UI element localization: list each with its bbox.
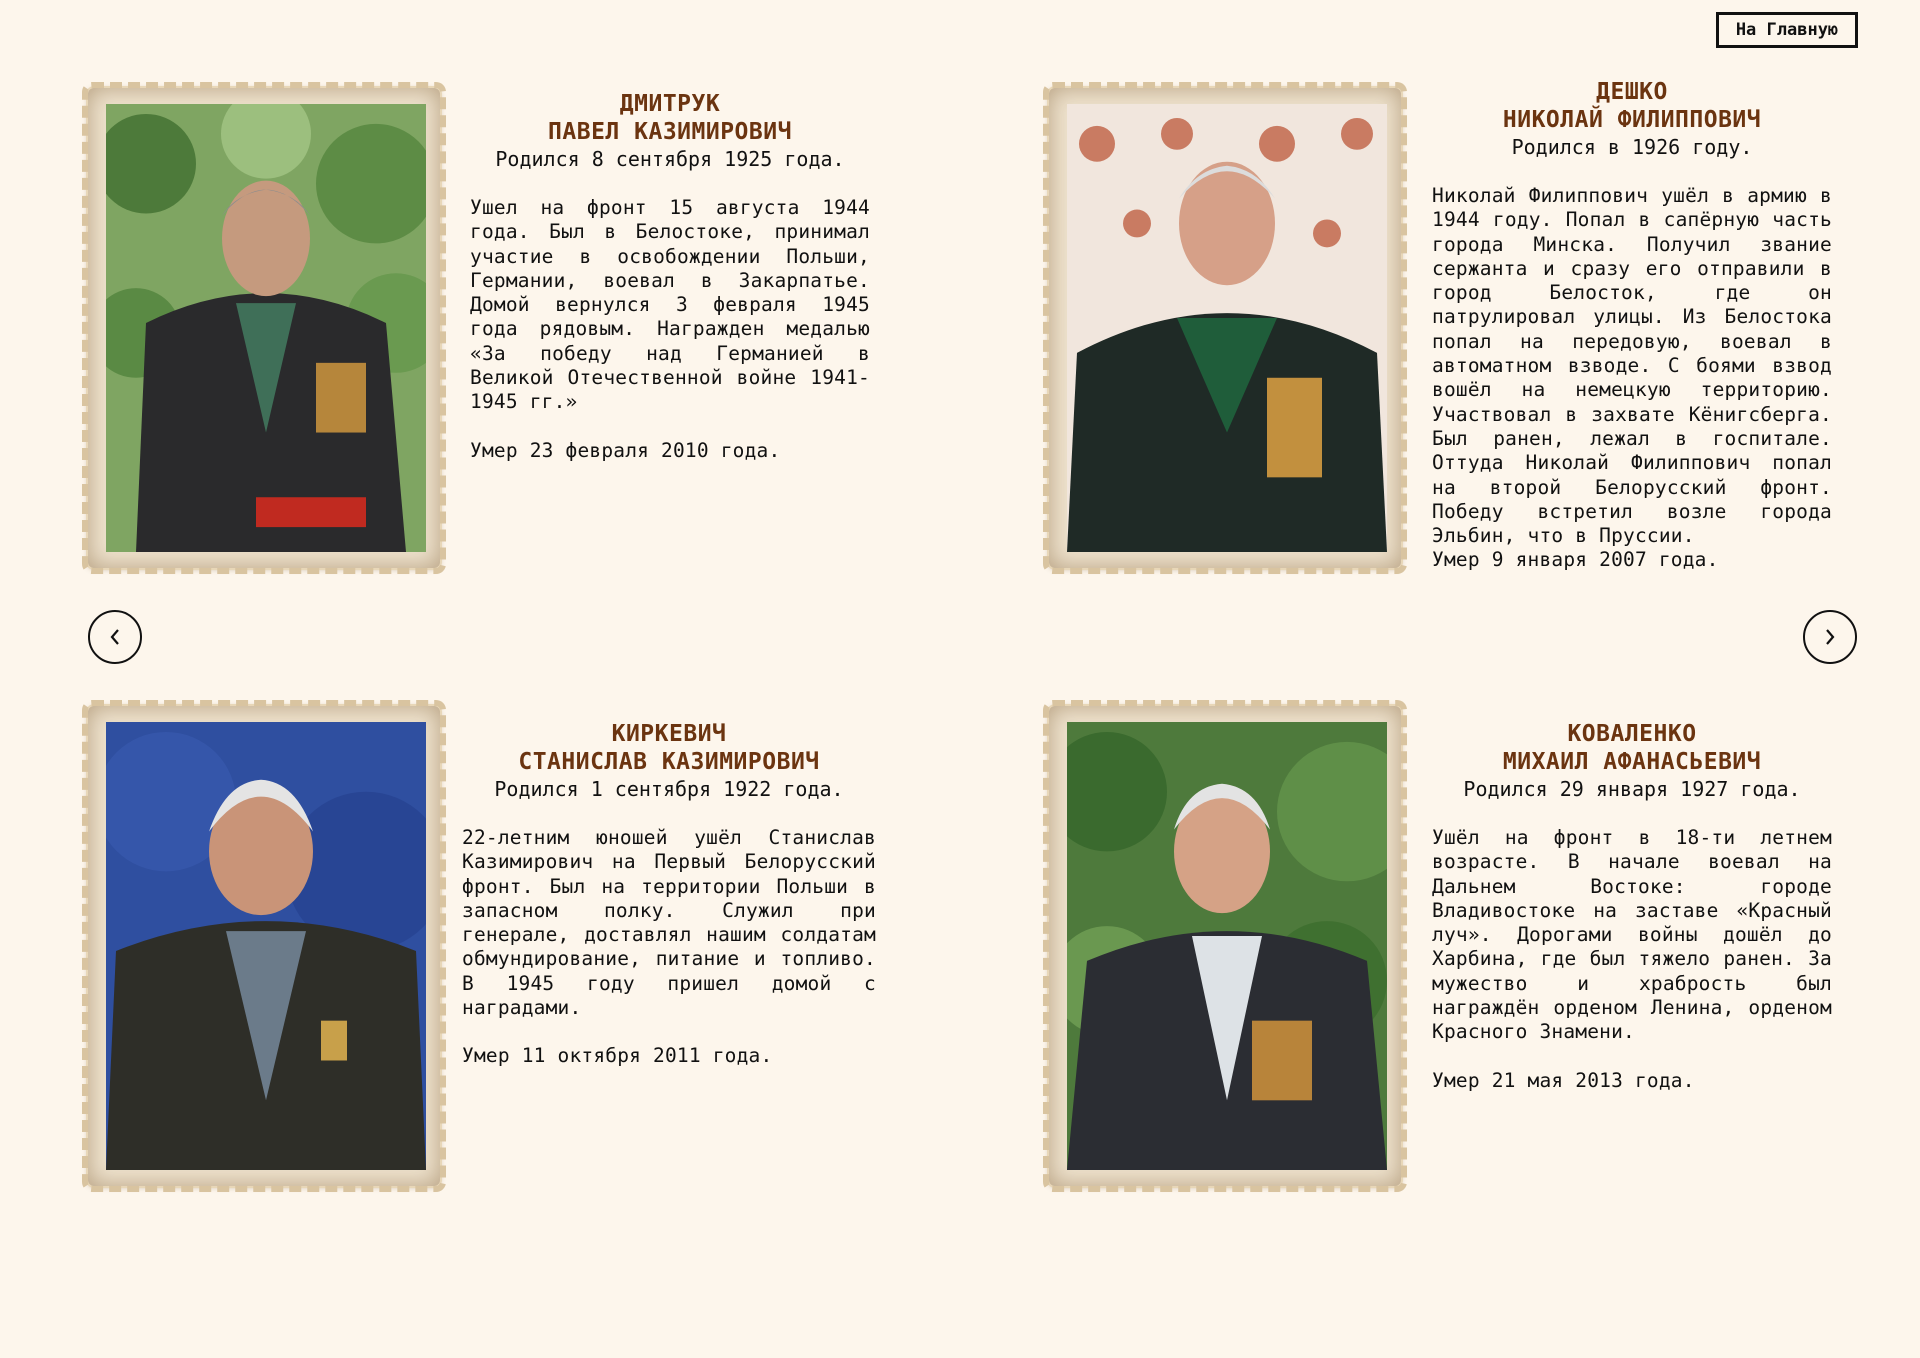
veteran-given-name: МИХАИЛ АФАНАСЬЕВИЧ — [1502, 749, 1762, 775]
birth-date: Родился 29 января 1927 года. — [1463, 777, 1801, 801]
photo-frame — [88, 706, 440, 1186]
veteran-surname: КИРКЕВИЧ — [611, 721, 727, 747]
chevron-left-icon — [108, 627, 122, 647]
death-date: Умер 21 мая 2013 года. — [1432, 1068, 1695, 1092]
death-date: Умер 11 октября 2011 года. — [462, 1044, 773, 1068]
veteran-photo — [106, 104, 426, 552]
birth-date: Родился 8 сентября 1925 года. — [495, 147, 845, 171]
veteran-photo — [1067, 722, 1387, 1170]
veteran-given-name: СТАНИСЛАВ КАЗИМИРОВИЧ — [518, 749, 820, 775]
death-date: Умер 9 января 2007 года. — [1432, 548, 1719, 572]
biography: 22-летним юношей ушёл Станислав Казимирович на Первый Белорусский фронт. Был на территории Польши в запасном полку. Служил при генерале, доставлял нашим солдатам обмундирование, питание и топливо. В 1945 году пришел домой с наградами. — [462, 826, 876, 1020]
veteran-surname: ДЕШКО — [1596, 79, 1668, 105]
photo-frame — [1049, 88, 1401, 568]
veteran-surname: КОВАЛЕНКО — [1567, 721, 1697, 747]
prev-button[interactable] — [88, 610, 142, 664]
home-button[interactable]: На Главную — [1716, 12, 1858, 48]
veteran-info — [1432, 720, 1832, 1093]
next-button[interactable] — [1803, 610, 1857, 664]
biography: Ушел на фронт 15 августа 1944 года. Был в Белостоке, принимал участие в освобождении Польши, Германии, воевал в Закарпатье. Домой вернулся 3 февраля 1945 года рядовым. Награжден медалью «За победу над Германией в Великой Отечественной войне 1941-1945 гг.» — [470, 196, 870, 414]
veteran-photo — [106, 722, 426, 1170]
veteran-surname: ДМИТРУК — [619, 91, 721, 117]
veteran-given-name: ПАВЕЛ КАЗИМИРОВИЧ — [548, 119, 792, 145]
birth-date: Родился в 1926 году. — [1511, 135, 1753, 159]
biography: Ушёл на фронт в 18-ти летнем возрасте. В начале воевал на Дальнем Востоке: городе Владивостоке на заставе «Красный луч». Дорогами войны дошёл до Харбина, где был тяжело ранен. За мужество и храбрость был награждён орденом Ленина, орденом Красного Знамени. — [1432, 826, 1832, 1044]
birth-date: Родился 1 сентября 1922 года. — [494, 777, 844, 801]
photo-frame — [88, 88, 440, 568]
photo-frame — [1049, 706, 1401, 1186]
veteran-info — [470, 90, 870, 463]
veteran-given-name: НИКОЛАЙ ФИЛИППОВИЧ — [1502, 107, 1762, 133]
veteran-info — [1432, 78, 1832, 573]
veteran-photo — [1067, 104, 1387, 552]
death-date: Умер 23 февраля 2010 года. — [470, 438, 781, 462]
veteran-info — [462, 720, 876, 1069]
chevron-right-icon — [1823, 627, 1837, 647]
biography: Николай Филиппович ушёл в армию в 1944 году. Попал в сапёрную часть города Минска. Получил звание сержанта и сразу его отправили в город Белосток, где он патрулировал улицы. Из Белостока попал на передовую, воевал в автоматном взводе. С боями взвод вошёл на немецкую территорию. Участвовал в захвате Кёнигсберга. Был ранен, лежал в госпитале. Оттуда Николай Филиппович попал на второй Белорусский фронт. Победу встретил возле города Эльбин, что в Пруссии. — [1432, 184, 1832, 548]
